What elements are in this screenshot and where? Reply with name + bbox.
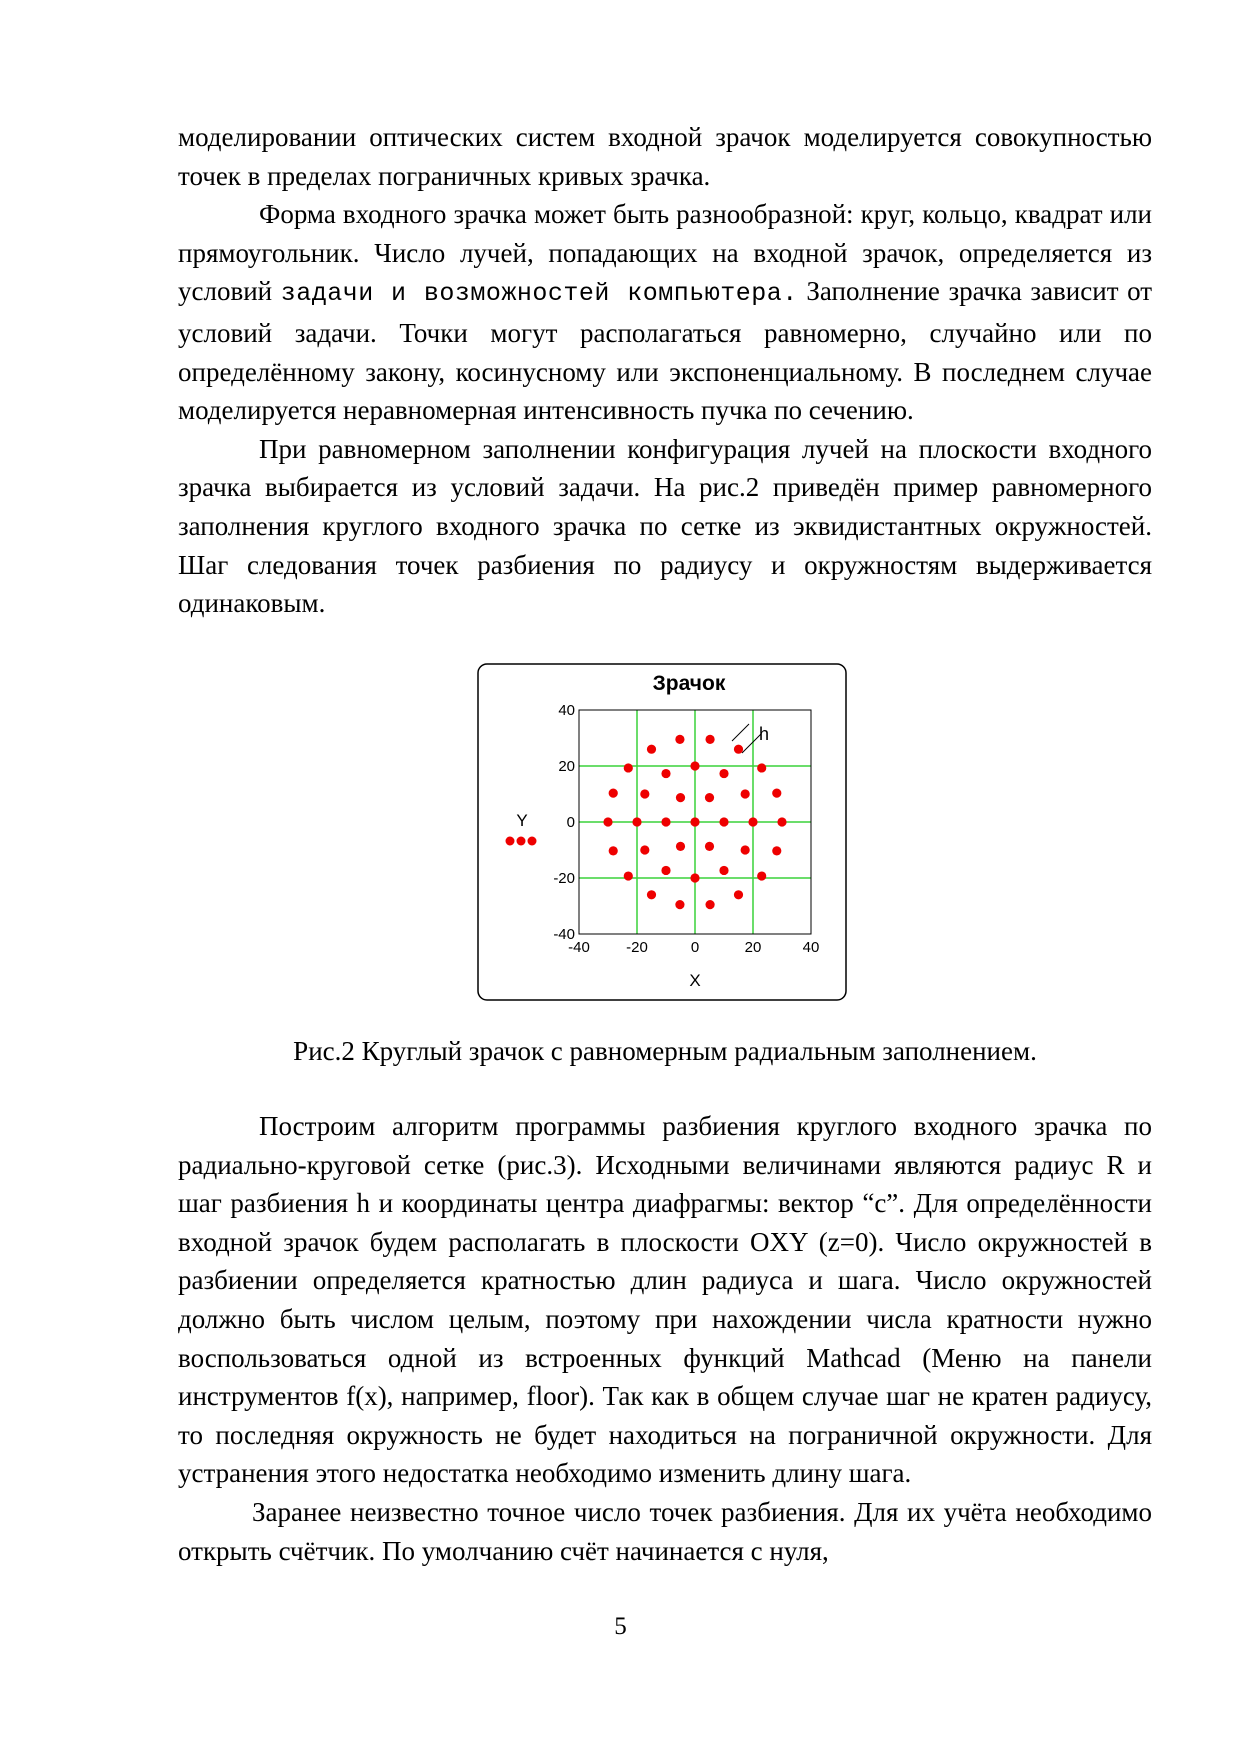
y-tick-label: -40 — [553, 926, 575, 943]
figure-caption: Рис.2 Круглый зрачок с равномерным радиальным заполнением. — [293, 1036, 1037, 1066]
paragraph-3: При равномерном заполнении конфигурация лучей на плоскости входного зрачка выбирается из условий задачи. На рис.2 приведён пример равномерного заполнения круглого входного зрачка по сетке из эквидистантных окружностей. Шаг следования точек разбиения по радиусу и окружностям выдерживается одинаковым. — [178, 433, 1152, 619]
text-block-top — [178, 118, 1152, 623]
x-axis-label: X — [689, 971, 701, 990]
data-point — [603, 817, 612, 826]
x-tick-label: 40 — [802, 939, 820, 956]
data-point — [705, 735, 714, 744]
data-point — [705, 900, 714, 909]
data-point — [777, 817, 786, 826]
data-point — [719, 866, 728, 875]
data-point — [734, 745, 743, 754]
paragraph-2-text: Форма входного зрачка может быть разнообразной: круг, кольцо, квадрат или прямоугольник. Число лучей, попадающих на входной зрачок, определяется из условий — [178, 199, 1152, 307]
paragraph-2-continuation: Заполнение зрачка зависит от условий задачи. Точки могут располагаться равномерно, случайно или по определённому закону, косинусному или экспоненциальному. В последнем случае моделируется неравномерная интенсивность пучка по сечению. — [178, 276, 1153, 426]
data-point — [661, 866, 670, 875]
data-point — [772, 789, 781, 798]
data-point — [748, 817, 757, 826]
text-block-bottom — [178, 1107, 1152, 1570]
paragraph-1: моделировании оптических систем входной зрачок моделируется совокупностью точек в пределах пограничных кривых зрачка. — [178, 122, 1152, 191]
figure-frame — [478, 664, 846, 1000]
data-point — [741, 845, 750, 854]
x-tick-label: 20 — [744, 939, 762, 956]
data-point — [719, 817, 728, 826]
paragraph-5: Заранее неизвестно точное число точек разбиения. Для их учёта необходимо открыть счётчик. По умолчанию счёт начинается с нуля, — [178, 1496, 1152, 1566]
y-tick-label: 20 — [558, 758, 575, 775]
y-tick-label: 40 — [558, 702, 575, 719]
data-point — [675, 900, 684, 909]
data-point — [609, 846, 618, 855]
pupil-scatter-chart — [477, 663, 847, 1001]
data-point — [632, 817, 641, 826]
data-point — [640, 789, 649, 798]
data-point — [772, 846, 781, 855]
data-point — [705, 842, 714, 851]
chart-title: Зрачок — [652, 672, 726, 695]
data-point — [734, 890, 743, 899]
data-point — [690, 817, 699, 826]
data-point — [675, 735, 684, 744]
data-point — [624, 871, 633, 880]
data-point — [609, 789, 618, 798]
data-point — [757, 763, 766, 772]
x-tick-label: -20 — [626, 939, 648, 956]
data-point — [624, 763, 633, 772]
data-point — [741, 789, 750, 798]
data-point — [705, 793, 714, 802]
paragraph-4: Построим алгоритм программы разбиения круглого входного зрачка по радиально-круговой сетке (рис.3). Исходными величинами являются радиус R и шаг разбиения h и координаты центра диафрагмы: вектор “c”. Для определённости входной зрачок будем располагать в плоскости OXY (z=0). Число окружностей в разбиении определяется кратностью длин радиуса и шага. Число окружностей должно быть числом целым, поэтому при нахождении числа кратности нужно воспользоваться одной из встроенных функций Mathcad (Меню на панели инструментов f(x), например, floor). Так как в общем случае шаг не кратен радиусу, то последняя окружность не будет находиться на пограничной окружности. Для устранения этого недостатка необходимо изменить длину шага. — [178, 1111, 1152, 1489]
data-point — [719, 769, 728, 778]
data-point — [640, 845, 649, 854]
data-point — [690, 761, 699, 770]
data-point — [661, 817, 670, 826]
data-point — [690, 873, 699, 882]
paragraph-2-mono-text: задачи и возможностей компьютера. — [280, 279, 798, 309]
legend-label: Y — [516, 811, 528, 830]
x-tick-label: -40 — [568, 939, 590, 956]
y-tick-label: 0 — [566, 814, 575, 831]
legend-marker-1 — [506, 837, 515, 846]
data-point — [647, 890, 656, 899]
page-number: 5 — [614, 1613, 627, 1640]
pupil-figure — [477, 663, 847, 1001]
data-point — [661, 769, 670, 778]
data-point — [676, 793, 685, 802]
paragraph-2 — [178, 195, 1152, 430]
data-point — [757, 871, 766, 880]
annotation-h: h — [758, 724, 770, 744]
x-tick-label: 0 — [690, 939, 700, 956]
legend-marker-2 — [517, 837, 526, 846]
data-point — [676, 842, 685, 851]
data-point — [647, 745, 656, 754]
y-tick-label: -20 — [553, 870, 575, 887]
legend-marker-3 — [528, 837, 537, 846]
